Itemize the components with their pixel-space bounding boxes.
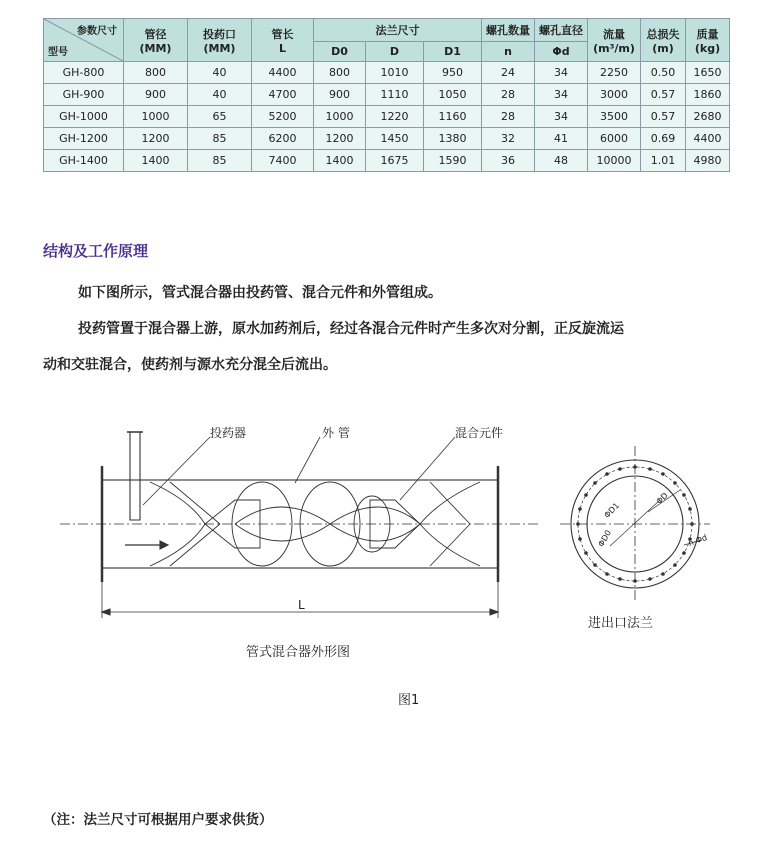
table-cell: 36 [482, 150, 535, 172]
table-cell: 0.57 [641, 106, 686, 128]
table-cell: 65 [188, 106, 252, 128]
label-flange-nd: n-Φd [687, 532, 709, 549]
table-cell: 1650 [686, 62, 730, 84]
table-cell: 1200 [124, 128, 188, 150]
table-cell: 1450 [366, 128, 424, 150]
header-loss: 总损失 (m) [641, 19, 686, 62]
table-cell: 950 [424, 62, 482, 84]
mixer-drawing [0, 400, 776, 720]
table-cell: 40 [188, 84, 252, 106]
table-cell: 1010 [366, 62, 424, 84]
table-cell: 1050 [424, 84, 482, 106]
table-cell: 900 [314, 84, 366, 106]
table-cell: 28 [482, 106, 535, 128]
table-cell: 0.57 [641, 84, 686, 106]
table-cell: 0.69 [641, 128, 686, 150]
table-cell: 34 [535, 62, 588, 84]
table-row [44, 128, 730, 150]
header-bolt-count: 螺孔数量 [482, 19, 535, 42]
spec-table [43, 18, 730, 172]
table-cell: 6200 [252, 128, 314, 150]
table-cell: 6000 [588, 128, 641, 150]
label-flange-d0: ΦD0 [596, 528, 614, 549]
table-cell: 1675 [366, 150, 424, 172]
table-cell: GH-1400 [44, 150, 124, 172]
label-outer-pipe: 外 管 [322, 426, 350, 440]
table-cell: 1110 [366, 84, 424, 106]
dosing-leader [143, 437, 210, 505]
table-cell: 900 [124, 84, 188, 106]
table-cell: GH-1000 [44, 106, 124, 128]
table-row [44, 62, 730, 84]
table-cell: 3500 [588, 106, 641, 128]
label-flange-d: ΦD [654, 490, 670, 507]
section-title: 结构及工作原理 [43, 242, 149, 260]
table-cell: 28 [482, 84, 535, 106]
footnote: （注：法兰尺寸可根据用户要求供货） [43, 812, 273, 828]
header-dosing: 投药口 (MM) [188, 19, 252, 62]
caption-flange: 进出口法兰 [588, 616, 654, 631]
table-cell: 3000 [588, 84, 641, 106]
paragraph-intro: 如下图所示，管式混合器由投药管、混合元件和外管组成。 [78, 285, 442, 301]
header-d0: D0 [314, 42, 366, 62]
table-cell: 10000 [588, 150, 641, 172]
table-cell: 1000 [314, 106, 366, 128]
label-flange-d1: ΦD1 [602, 501, 622, 520]
header-flow: 流量 (m³/m) [588, 19, 641, 62]
header-bolt-dia: 螺孔直径 [535, 19, 588, 42]
table-cell: 2250 [588, 62, 641, 84]
table-cell: 5200 [252, 106, 314, 128]
table-cell: 0.50 [641, 62, 686, 84]
flange-view [560, 446, 710, 602]
table-corner-header [44, 19, 124, 62]
table-cell: 1160 [424, 106, 482, 128]
header-mass: 质量 (kg) [686, 19, 730, 62]
table-cell: 1200 [314, 128, 366, 150]
table-cell: 41 [535, 128, 588, 150]
header-d1: D1 [424, 42, 482, 62]
table-cell: 2680 [686, 106, 730, 128]
paragraph-detail-line1: 投药管置于混合器上游，原水加药剂后，经过各混合元件时产生多次对分割，正反旋流运 [78, 321, 624, 337]
label-length: L [298, 598, 305, 612]
table-cell: 1400 [314, 150, 366, 172]
table-cell: 1220 [366, 106, 424, 128]
header-pipe-dia: 管径 (MM) [124, 19, 188, 62]
element-leader [400, 437, 455, 500]
table-cell: 85 [188, 128, 252, 150]
header-bolt-count-unit: n [482, 42, 535, 62]
label-mixing-element: 混合元件 [455, 426, 504, 440]
table-row [44, 84, 730, 106]
table-cell: 1590 [424, 150, 482, 172]
table-cell: 40 [188, 62, 252, 84]
header-bolt-dia-unit: Φd [535, 42, 588, 62]
header-d: D [366, 42, 424, 62]
table-cell: 4700 [252, 84, 314, 106]
table-cell: GH-1200 [44, 128, 124, 150]
table-cell: 34 [535, 84, 588, 106]
header-flange: 法兰尺寸 [314, 19, 482, 42]
table-row [44, 150, 730, 172]
table-cell: 4400 [686, 128, 730, 150]
table-cell: GH-800 [44, 62, 124, 84]
corner-bottom-label: 型号 [48, 47, 68, 58]
table-cell: GH-900 [44, 84, 124, 106]
figure-number: 图1 [398, 693, 420, 708]
table-cell: 1000 [124, 106, 188, 128]
dosing-pipe [130, 432, 140, 520]
corner-top-label: 参数尺寸 [77, 26, 117, 37]
label-dosing: 投药器 [210, 426, 247, 440]
table-cell: 800 [314, 62, 366, 84]
table-cell: 1.01 [641, 150, 686, 172]
paragraph-detail-line2: 动和交驻混合，使药剂与源水充分混全后流出。 [43, 357, 337, 373]
table-cell: 1400 [124, 150, 188, 172]
table-cell: 24 [482, 62, 535, 84]
table-cell: 4400 [252, 62, 314, 84]
caption-mixer: 管式混合器外形图 [246, 645, 351, 660]
table-cell: 7400 [252, 150, 314, 172]
table-row [44, 106, 730, 128]
table-cell: 800 [124, 62, 188, 84]
outer-leader [295, 437, 320, 483]
table-cell: 4980 [686, 150, 730, 172]
table-cell: 85 [188, 150, 252, 172]
table-cell: 32 [482, 128, 535, 150]
table-cell: 1860 [686, 84, 730, 106]
table-cell: 1380 [424, 128, 482, 150]
table-cell: 48 [535, 150, 588, 172]
table-cell: 34 [535, 106, 588, 128]
header-length: 管长 L [252, 19, 314, 62]
